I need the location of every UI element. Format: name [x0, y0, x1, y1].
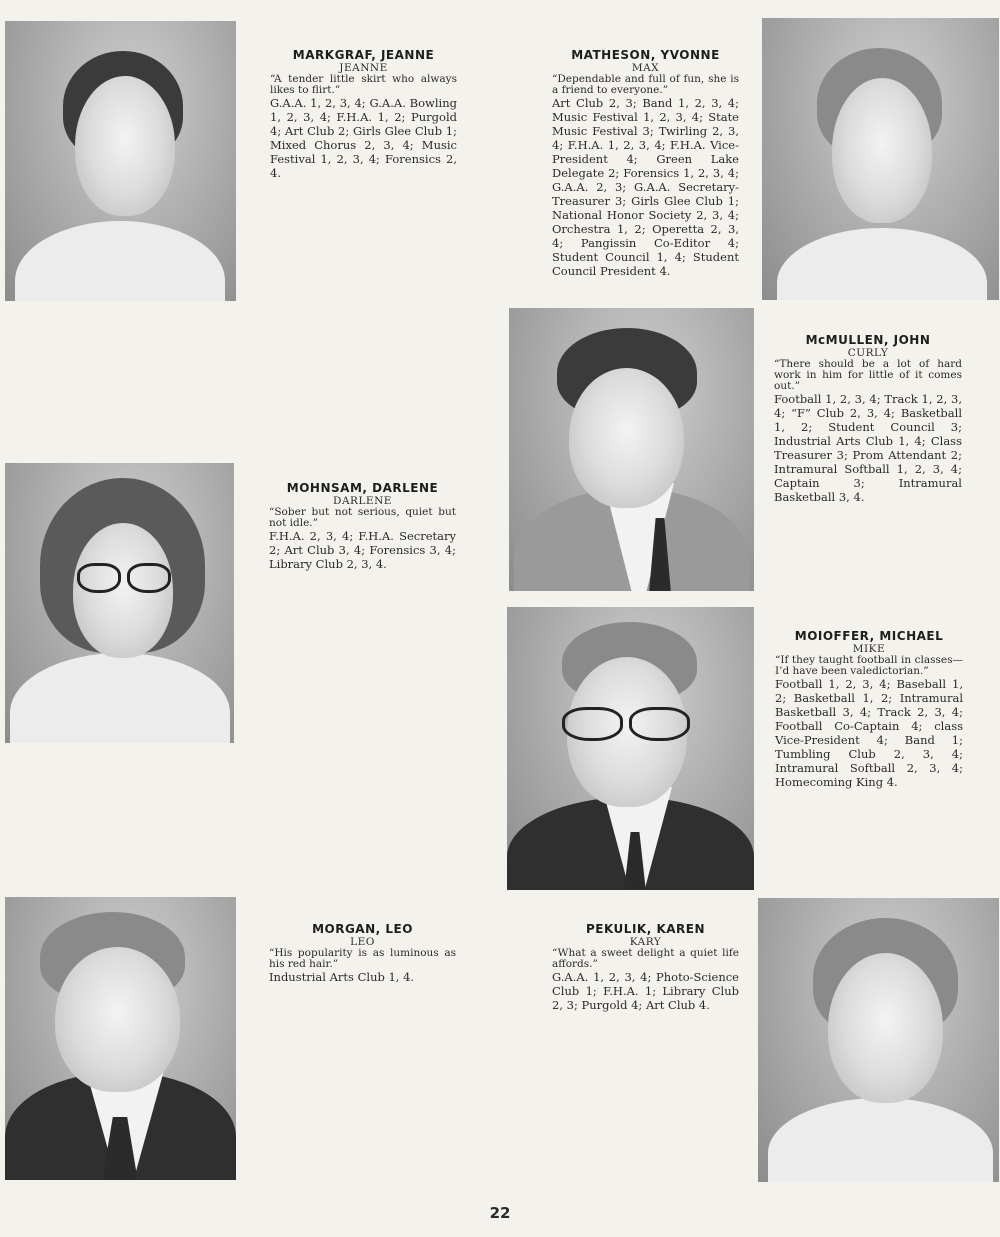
student-quote: “If they taught football in classes—I’d have been valedictorian.”: [775, 654, 963, 677]
entry-moioffer: [775, 629, 963, 789]
student-name: MOIOFFER, MICHAEL: [794, 629, 944, 643]
student-activities: Football 1, 2, 3, 4; Track 1, 2, 3, 4; “F” Club 2, 3, 4; Basketball 1, 2; Student Council 3; Industrial Arts Club 1, 4; Class Treasurer 3; Prom Attendant 2; Intramural Softball 1, 2, 3, 4; Captain 3; Intramural Basketball 3, 4.: [774, 392, 962, 504]
student-activities: G.A.A. 1, 2, 3, 4; Photo-Science Club 1; F.H.A. 1; Library Club 2, 3; Purgold 4; Art Club 4.: [552, 970, 739, 1012]
student-nickname: KARY: [629, 936, 662, 948]
student-nickname: MAX: [631, 62, 660, 74]
entry-mohnsam: [269, 481, 456, 571]
student-activities: Football 1, 2, 3, 4; Baseball 1, 2; Basketball 1, 2; Intramural Basketball 3, 4; Track 2, 3, 4; Football Co-Captain 4; class Vice-President 4; Band 1; Tumbling Club 2, 3, 4; Intramural Softball 2, 3, 4; Homecoming King 4.: [775, 677, 963, 789]
student-nickname: LEO: [350, 936, 375, 948]
portrait-pekulik: [758, 898, 999, 1182]
portrait-matheson: [762, 18, 999, 300]
student-name: MARKGRAF, JEANNE: [292, 48, 435, 62]
student-activities: G.A.A. 1, 2, 3, 4; G.A.A. Bowling 1, 2, 3, 4; F.H.A. 1, 2; Purgold 4; Art Club 2; Girls Glee Club 1; Mixed Chorus 2, 3, 4; Music Festival 1, 2, 3, 4; Forensics 2, 4.: [270, 96, 457, 180]
entry-pekulik: [552, 922, 739, 1012]
student-activities: F.H.A. 2, 3, 4; F.H.A. Secretary 2; Art Club 3, 4; Forensics 3, 4; Library Club 2, 3, 4.: [269, 529, 456, 571]
portrait-markgraf: [5, 21, 236, 301]
student-activities: Art Club 2, 3; Band 1, 2, 3, 4; Music Festival 1, 2, 3, 4; State Music Festival 3; Twirling 2, 3, 4; F.H.A. 1, 2, 3, 4; F.H.A. Vice-President 4; Green Lake Delegate 2; Forensics 1, 2, 3, 4; G.A.A. 2, 3; G.A.A. Secretary-Treasurer 3; Girls Glee Club 1; National Honor Society 2, 3, 4; Orchestra 1, 2; Operetta 2, 3, 4; Pangissin Co-Editor 4; Student Council 1, 4; Student Council President 4.: [552, 96, 739, 278]
student-quote: “His popularity is as luminous as his red hair.”: [269, 947, 456, 970]
student-nickname: MIKE: [852, 643, 886, 655]
student-quote: “What a sweet delight a quiet life affords.”: [552, 947, 739, 970]
portrait-mcmullen: [509, 308, 754, 591]
portrait-mohnsam: [5, 463, 234, 743]
student-nickname: CURLY: [847, 347, 889, 359]
student-activities: Industrial Arts Club 1, 4.: [269, 970, 415, 984]
student-quote: “A tender little skirt who always likes to flirt.”: [270, 73, 457, 96]
student-quote: “Dependable and full of fun, she is a friend to everyone.”: [552, 73, 739, 96]
student-name: PEKULIK, KAREN: [585, 922, 706, 936]
student-quote: “There should be a lot of hard work in him for little of it comes out.”: [774, 358, 962, 392]
student-nickname: JEANNE: [339, 62, 388, 74]
portrait-morgan: [5, 897, 236, 1180]
student-name: MORGAN, LEO: [312, 922, 413, 936]
portrait-moioffer: [507, 607, 754, 890]
student-name: McMULLEN, JOHN: [805, 333, 931, 347]
student-name: MATHESON, YVONNE: [571, 48, 720, 62]
entry-matheson: [552, 48, 739, 278]
entry-morgan: [269, 922, 456, 984]
entry-markgraf: [270, 48, 457, 180]
student-quote: “Sober but not serious, quiet but not idle.”: [269, 506, 456, 529]
page-number: 22: [489, 1204, 511, 1222]
student-name: MOHNSAM, DARLENE: [286, 481, 439, 495]
student-nickname: DARLENE: [333, 495, 392, 507]
entry-mcmullen: [774, 333, 962, 504]
